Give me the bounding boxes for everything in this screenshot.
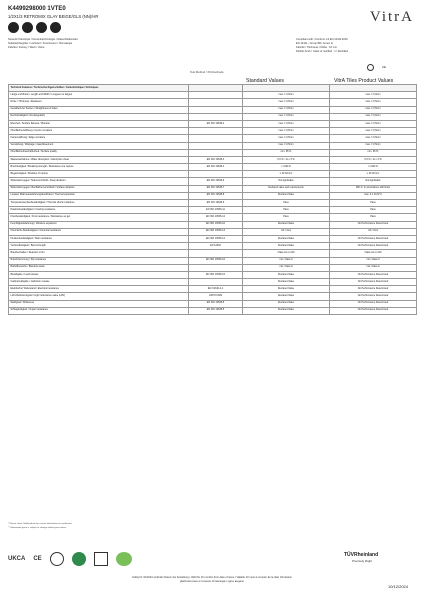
test-method: EN ISO 10545-7	[189, 185, 243, 192]
table-row	[9, 106, 417, 113]
product-value: max. ± 0,6mm	[330, 113, 417, 120]
product-value: Pass	[330, 200, 417, 207]
standard-value: Declared Value	[243, 300, 330, 307]
standard-value: Declared Value	[243, 293, 330, 300]
standard-value: Not Applicable	[243, 178, 330, 185]
table-row	[9, 142, 417, 149]
standard-value: ≥ 30 N/mm²	[243, 171, 330, 178]
table-row	[9, 85, 417, 92]
table-row	[9, 156, 417, 163]
note-1: * Please check VitrA website for current information on certificates.	[8, 523, 73, 525]
standard-value: min. 95 %	[243, 149, 330, 156]
product-value: min. Class 0	[330, 257, 417, 264]
product-value: PEI 3 / In accordance with limits	[330, 185, 417, 192]
feature-label: Technical Features / Technische Eigenschaften / Caractéristiques Techniques	[9, 85, 189, 92]
product-value: Pass	[330, 214, 417, 221]
product-value: max. ± 0,5mm	[330, 142, 417, 149]
feature-icons	[8, 22, 61, 33]
product-name: 1/2X1/3 RETROMIX GLAY BEIGE/GLS (NN)/HR	[8, 14, 99, 19]
feature-label: Rutschhemmung / Slip resistance	[9, 257, 189, 264]
product-value: No Performance Determined	[330, 235, 417, 242]
table-row	[9, 279, 417, 286]
feature-label: Bleiabgabe / Lead release	[9, 271, 189, 278]
ce-label: CE	[381, 65, 386, 69]
product-value: max. ± 0,5mm	[330, 135, 417, 142]
feature-label: Schlagfestigkeit / Impact resistance	[9, 307, 189, 314]
feature-label: Geradheit der Kanten / Straightness of sides	[9, 106, 189, 113]
feature-label: Rechtwinkligkeit / Rectangularity	[9, 113, 189, 120]
test-method	[189, 250, 243, 257]
table-row	[9, 171, 417, 178]
brand-logo: VitrA	[369, 9, 414, 25]
footer-line-2: Действительно в течение 10 месяцев с даты выдачи	[180, 580, 244, 583]
test-method	[189, 128, 243, 135]
feature-label: Dicke / Thickness / Épaisseur	[9, 99, 189, 106]
standard-value: max. ± 0,5mm	[243, 120, 330, 127]
feature-label: Weißgrad / Whiteness	[9, 300, 189, 307]
feature-label: Oberflächenwölbung / Centre curvature	[9, 128, 189, 135]
standard-value: Pass	[243, 214, 330, 221]
test-method: ASTM C609	[189, 293, 243, 300]
plug-icon	[50, 22, 61, 33]
leaf-icon	[116, 552, 132, 566]
product-value: max. ± 0,5mm	[330, 106, 417, 113]
standard-value: max. ± 0,5mm	[243, 128, 330, 135]
test-method	[189, 264, 243, 271]
ce-mark: CE	[33, 556, 42, 562]
ce-mark-icon	[367, 64, 374, 71]
table-row	[9, 243, 417, 250]
product-code: K4499298000 1VTE0	[8, 6, 66, 12]
standard-value: ≥ 1100 N	[243, 164, 330, 171]
table-row	[9, 271, 417, 278]
product-value: max. ± 0,9mm	[330, 92, 417, 99]
product-value: No Performance Determined	[330, 221, 417, 228]
test-method: EN ISO 10545-9	[189, 200, 243, 207]
table-row	[9, 200, 417, 207]
table-row	[9, 257, 417, 264]
test-method	[189, 171, 243, 178]
standard-value: max. ± 0,5mm	[243, 142, 330, 149]
standard-value: Pass	[243, 207, 330, 214]
table-row	[9, 99, 417, 106]
standard-value: Class A1 or A1fl	[243, 250, 330, 257]
product-value: ≥ 30 N/mm²	[330, 171, 417, 178]
product-value: No Performance Determined	[330, 293, 417, 300]
snowflake-icon	[22, 22, 33, 33]
standard-value: max. ± 0,5mm	[243, 135, 330, 142]
table-row	[9, 128, 417, 135]
feature-label: Länge und Breite / Length and Width / Longueur et largeur	[9, 92, 189, 99]
ukca-mark: UKCA	[8, 556, 26, 562]
table-row	[9, 120, 417, 127]
feature-label: Frostbeständigkeit / Frost resistance / Résistance au gel	[9, 214, 189, 221]
product-value: Pass	[330, 207, 417, 214]
method-header: Test Method / Prüfmethode	[190, 70, 224, 74]
kiln-icon	[8, 22, 19, 33]
product-value: max. ± 0,5mm	[330, 128, 417, 135]
test-method: EN ISO 10545-10	[189, 221, 243, 228]
table-row	[9, 300, 417, 307]
standard-value: Declared Value	[243, 271, 330, 278]
table-row	[9, 286, 417, 293]
test-method	[189, 279, 243, 286]
product-values-header: VitrA Tiles Product Values	[334, 78, 394, 84]
feature-label: Oberflächenbeschaffenheit / Surface quality	[9, 149, 189, 156]
note-2: ** Information given is subject to change without prior notice.	[8, 527, 67, 529]
test-method: EN ISO 10545-16	[189, 257, 243, 264]
meta-right: Compliant with / Konform mit EN 14411:2016 EN 14411 - Group BIb, Annex H Kalınlık / Thickness / Dicke : 10 mm Düzlük Sınıfı / Class of rectified : 1 / Rectified	[296, 38, 348, 53]
standard-value: Declared Value	[243, 243, 330, 250]
product-value: Class A1 or A1fl	[330, 250, 417, 257]
table-row	[9, 293, 417, 300]
table-row	[9, 264, 417, 271]
product-value: 0,5 % < E ≤ 3 %	[330, 156, 417, 163]
test-method: EN ISO 10545-6	[189, 178, 243, 185]
table-row	[9, 307, 417, 314]
product-value: No Performance Determined	[330, 307, 417, 314]
feature-label: Temperaturwechselbeständigkeit / Thermal shock resistance	[9, 200, 189, 207]
product-value: max. ± 0,5mm	[330, 99, 417, 106]
feature-label: Haarrissbeständigkeit / Crazing resistance	[9, 207, 189, 214]
test-method: IEC 61340-4-1	[189, 286, 243, 293]
standard-value: Declared Value	[243, 192, 330, 199]
standard-values-header: Standard Values	[246, 78, 284, 84]
standard-value: Declared Value	[243, 279, 330, 286]
footer-line-1: Gültig für 10/2024 und/oder Datum der Erstellung / Valid for 10 months from date of issue / Valable 10 mois à compter de la date d'émission	[132, 576, 292, 579]
standard-value: max. ± 0,6mm	[243, 113, 330, 120]
issue-date: 10/12/2024	[387, 584, 408, 589]
test-method: EN ISO 10545-14	[189, 235, 243, 242]
table-row	[9, 228, 417, 235]
tuv-logo: TÜVRheinland	[344, 552, 379, 558]
test-method: EN ISO 10545-8	[189, 192, 243, 199]
feature-label: Fleckenbeständigkeit / Stain resistance	[9, 235, 189, 242]
standard-value: 0,5 % < E ≤ 3 %	[243, 156, 330, 163]
tuv-tagline: Precisely Right.	[352, 559, 373, 563]
table-row	[9, 178, 417, 185]
feature-label: Ebenheit / Surface flatness / Planéité	[9, 120, 189, 127]
product-value: No Performance Determined	[330, 300, 417, 307]
standard-value: max. ± 0,5mm	[243, 99, 330, 106]
test-method	[189, 142, 243, 149]
feature-label: Widerstand gegen Oberflächenverschleiß / Surface abrasion	[9, 185, 189, 192]
greenguard-icon	[50, 552, 64, 566]
standard-value: UA / ULA	[243, 228, 330, 235]
test-method: EN ISO 10545-12	[189, 214, 243, 221]
table-row	[9, 192, 417, 199]
feature-label: Licht-Reflexionsgrad / Light reflectance value (LRV)	[9, 293, 189, 300]
test-method	[189, 113, 243, 120]
feature-label: Biegefestigkeit / Modulus of rupture	[9, 171, 189, 178]
product-value: max. 9 x 10-6/°C	[330, 192, 417, 199]
test-method: EN ISO 10545-15	[189, 271, 243, 278]
table-row	[9, 221, 417, 228]
test-method: EN ISO 10545-2	[189, 120, 243, 127]
standard-value: max. ± 0,9mm	[243, 92, 330, 99]
standard-value: Pass	[243, 200, 330, 207]
table-row	[9, 250, 417, 257]
product-value: max. ± 0,5mm	[330, 120, 417, 127]
product-value	[330, 85, 417, 92]
table-row	[9, 149, 417, 156]
test-method	[189, 149, 243, 156]
product-value: ≥ 1100 N	[330, 164, 417, 171]
table-row	[9, 235, 417, 242]
feature-label: Verwindung / Warpage / Gauchissement	[9, 142, 189, 149]
specs-table	[8, 84, 417, 315]
ecolabel-icon	[94, 552, 108, 566]
feature-label: Brandverhalten / Reaction to fire	[9, 250, 189, 257]
standard-value: Declared value and requirements	[243, 185, 330, 192]
feature-label: Linearer Wärmeausdehnungskoeffizient / Thermal expansion	[9, 192, 189, 199]
table-row	[9, 207, 417, 214]
test-method: EN 12004	[189, 243, 243, 250]
product-value: UA / ULA	[330, 228, 417, 235]
standard-value: Declared Value	[243, 307, 330, 314]
product-value: No Performance Determined	[330, 286, 417, 293]
table-row	[9, 113, 417, 120]
feature-label: Bruchfestigkeit / Breaking strength / Résistance à la rupture	[9, 164, 189, 171]
table-row	[9, 185, 417, 192]
feature-label: Feuchtigkeitsdehnung / Moisture expansion	[9, 221, 189, 228]
feature-label: Barfußbereiche / Barefoot areas	[9, 264, 189, 271]
sun-icon	[36, 22, 47, 33]
test-method	[189, 92, 243, 99]
epd-icon	[72, 552, 86, 566]
test-method: EN ISO 10545-13	[189, 228, 243, 235]
product-value: Not Applicable	[330, 178, 417, 185]
cert-logos	[8, 552, 132, 566]
product-value: No Performance Determined	[330, 279, 417, 286]
standard-value: Declared Value	[243, 221, 330, 228]
standard-value: min. Class A	[243, 264, 330, 271]
feature-label: Wasseraufnahme / Water absorption / Absorption d'eau	[9, 156, 189, 163]
test-method	[189, 85, 243, 92]
feature-label: Widerstand gegen Tiefenverschleiß / Deep abrasion	[9, 178, 189, 185]
test-method: EN ISO 10545-4	[189, 164, 243, 171]
feature-label: Chemische Beständigkeit / Chemical resistance	[9, 228, 189, 235]
table-row	[9, 214, 417, 221]
standard-value: Declared Value	[243, 286, 330, 293]
test-method	[189, 99, 243, 106]
test-method	[189, 135, 243, 142]
product-value: No Performance Determined	[330, 271, 417, 278]
feature-label: Kantenwölbung / Edge curvature	[9, 135, 189, 142]
feature-label: Cadmiumabgabe / Cadmium release	[9, 279, 189, 286]
feature-label: Elektrischer Widerstand / Electrical resistance	[9, 286, 189, 293]
product-value: min. 95 %	[330, 149, 417, 156]
feature-label: Verbundfestigkeit / Bond strength	[9, 243, 189, 250]
test-method: EN ISO 10545-5	[189, 300, 243, 307]
standard-value: max. ± 0,5mm	[243, 106, 330, 113]
standard-value: Declared Value	[243, 235, 330, 242]
test-method: EN ISO 10545-3	[189, 156, 243, 163]
test-method: EN ISO 10545-5	[189, 307, 243, 314]
meta-left: Seramik Teknolojisi / Keramiktechnologie / Glasur/Dekorated Tedarikçi/Supplier / Lieferant / Fournisseur / Поставщик Fabrika / Factory / Werk / Usine	[8, 38, 78, 49]
table-row	[9, 135, 417, 142]
test-method: EN ISO 10545-11	[189, 207, 243, 214]
table-row	[9, 92, 417, 99]
standard-value: min. Class 0	[243, 257, 330, 264]
test-method	[189, 106, 243, 113]
product-value: No Performance Determined	[330, 243, 417, 250]
standard-value	[243, 85, 330, 92]
table-row	[9, 164, 417, 171]
product-value: min. Class A	[330, 264, 417, 271]
